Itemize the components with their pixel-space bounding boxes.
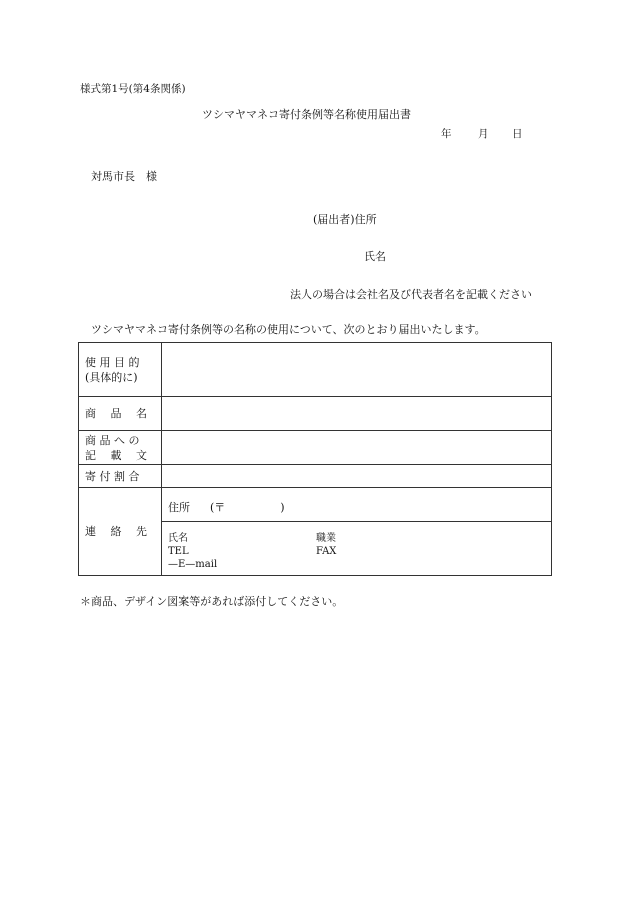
email-label: —E—mail [168, 559, 218, 570]
contact-address-label: 住所 [168, 500, 190, 514]
contact-name-label: 氏名 [168, 533, 188, 544]
table-row-product [79, 397, 552, 431]
fax-label: FAX [316, 546, 337, 557]
description-label: 商 品 へ の [85, 433, 140, 447]
purpose-label-cell [79, 343, 162, 397]
applicant-name-label: 氏名 [364, 250, 386, 263]
application-table [78, 342, 552, 576]
date-month: 月 [478, 128, 489, 140]
date-year: 年 [441, 128, 452, 140]
applicant-address-label: (届出者)住所 [313, 213, 377, 226]
table-row-purpose [79, 343, 552, 397]
corporation-note: 法人の場合は会社名及び代表者名を記載ください [290, 288, 532, 301]
contact-details-field[interactable] [162, 522, 552, 576]
donation-ratio-field[interactable] [162, 465, 552, 488]
tel-label: TEL [168, 546, 189, 557]
footer-note: ＊商品、デザイン図案等があれば添付してください。 [80, 595, 344, 608]
lead-text: ツシマヤマネコ寄付条例等の名称の使用について、次のとおり届出いたします。 [91, 323, 486, 336]
product-label-cell [79, 397, 162, 431]
date-day: 日 [512, 128, 523, 140]
table-row-contact-address [79, 488, 552, 522]
description-field[interactable] [162, 431, 552, 465]
postal-code-label: (〒 ) [210, 500, 285, 514]
contact-address-field[interactable] [162, 488, 552, 522]
occupation-label: 職業 [316, 533, 336, 544]
ratio-label-cell [79, 465, 162, 488]
description-sub-label: 記 載 文 [85, 448, 147, 462]
purpose-label: 使 用 目 的 [85, 355, 140, 369]
product-name-field[interactable] [162, 397, 552, 431]
description-label-cell [79, 431, 162, 465]
addressee: 対馬市長 様 [91, 170, 157, 183]
ratio-label: 寄 付 割 合 [85, 469, 140, 483]
purpose-sub-label: (具体的に) [85, 370, 138, 384]
document-title: ツシマヤマネコ寄付条例等名称使用届出書 [202, 108, 411, 121]
table-row-description [79, 431, 552, 465]
table-row-ratio [79, 465, 552, 488]
form-number: 様式第1号(第4条関係) [80, 83, 186, 95]
contact-label-cell [79, 488, 162, 576]
purpose-field[interactable] [162, 343, 552, 397]
product-label: 商 品 名 [85, 407, 147, 420]
contact-label: 連 絡 先 [85, 525, 147, 538]
